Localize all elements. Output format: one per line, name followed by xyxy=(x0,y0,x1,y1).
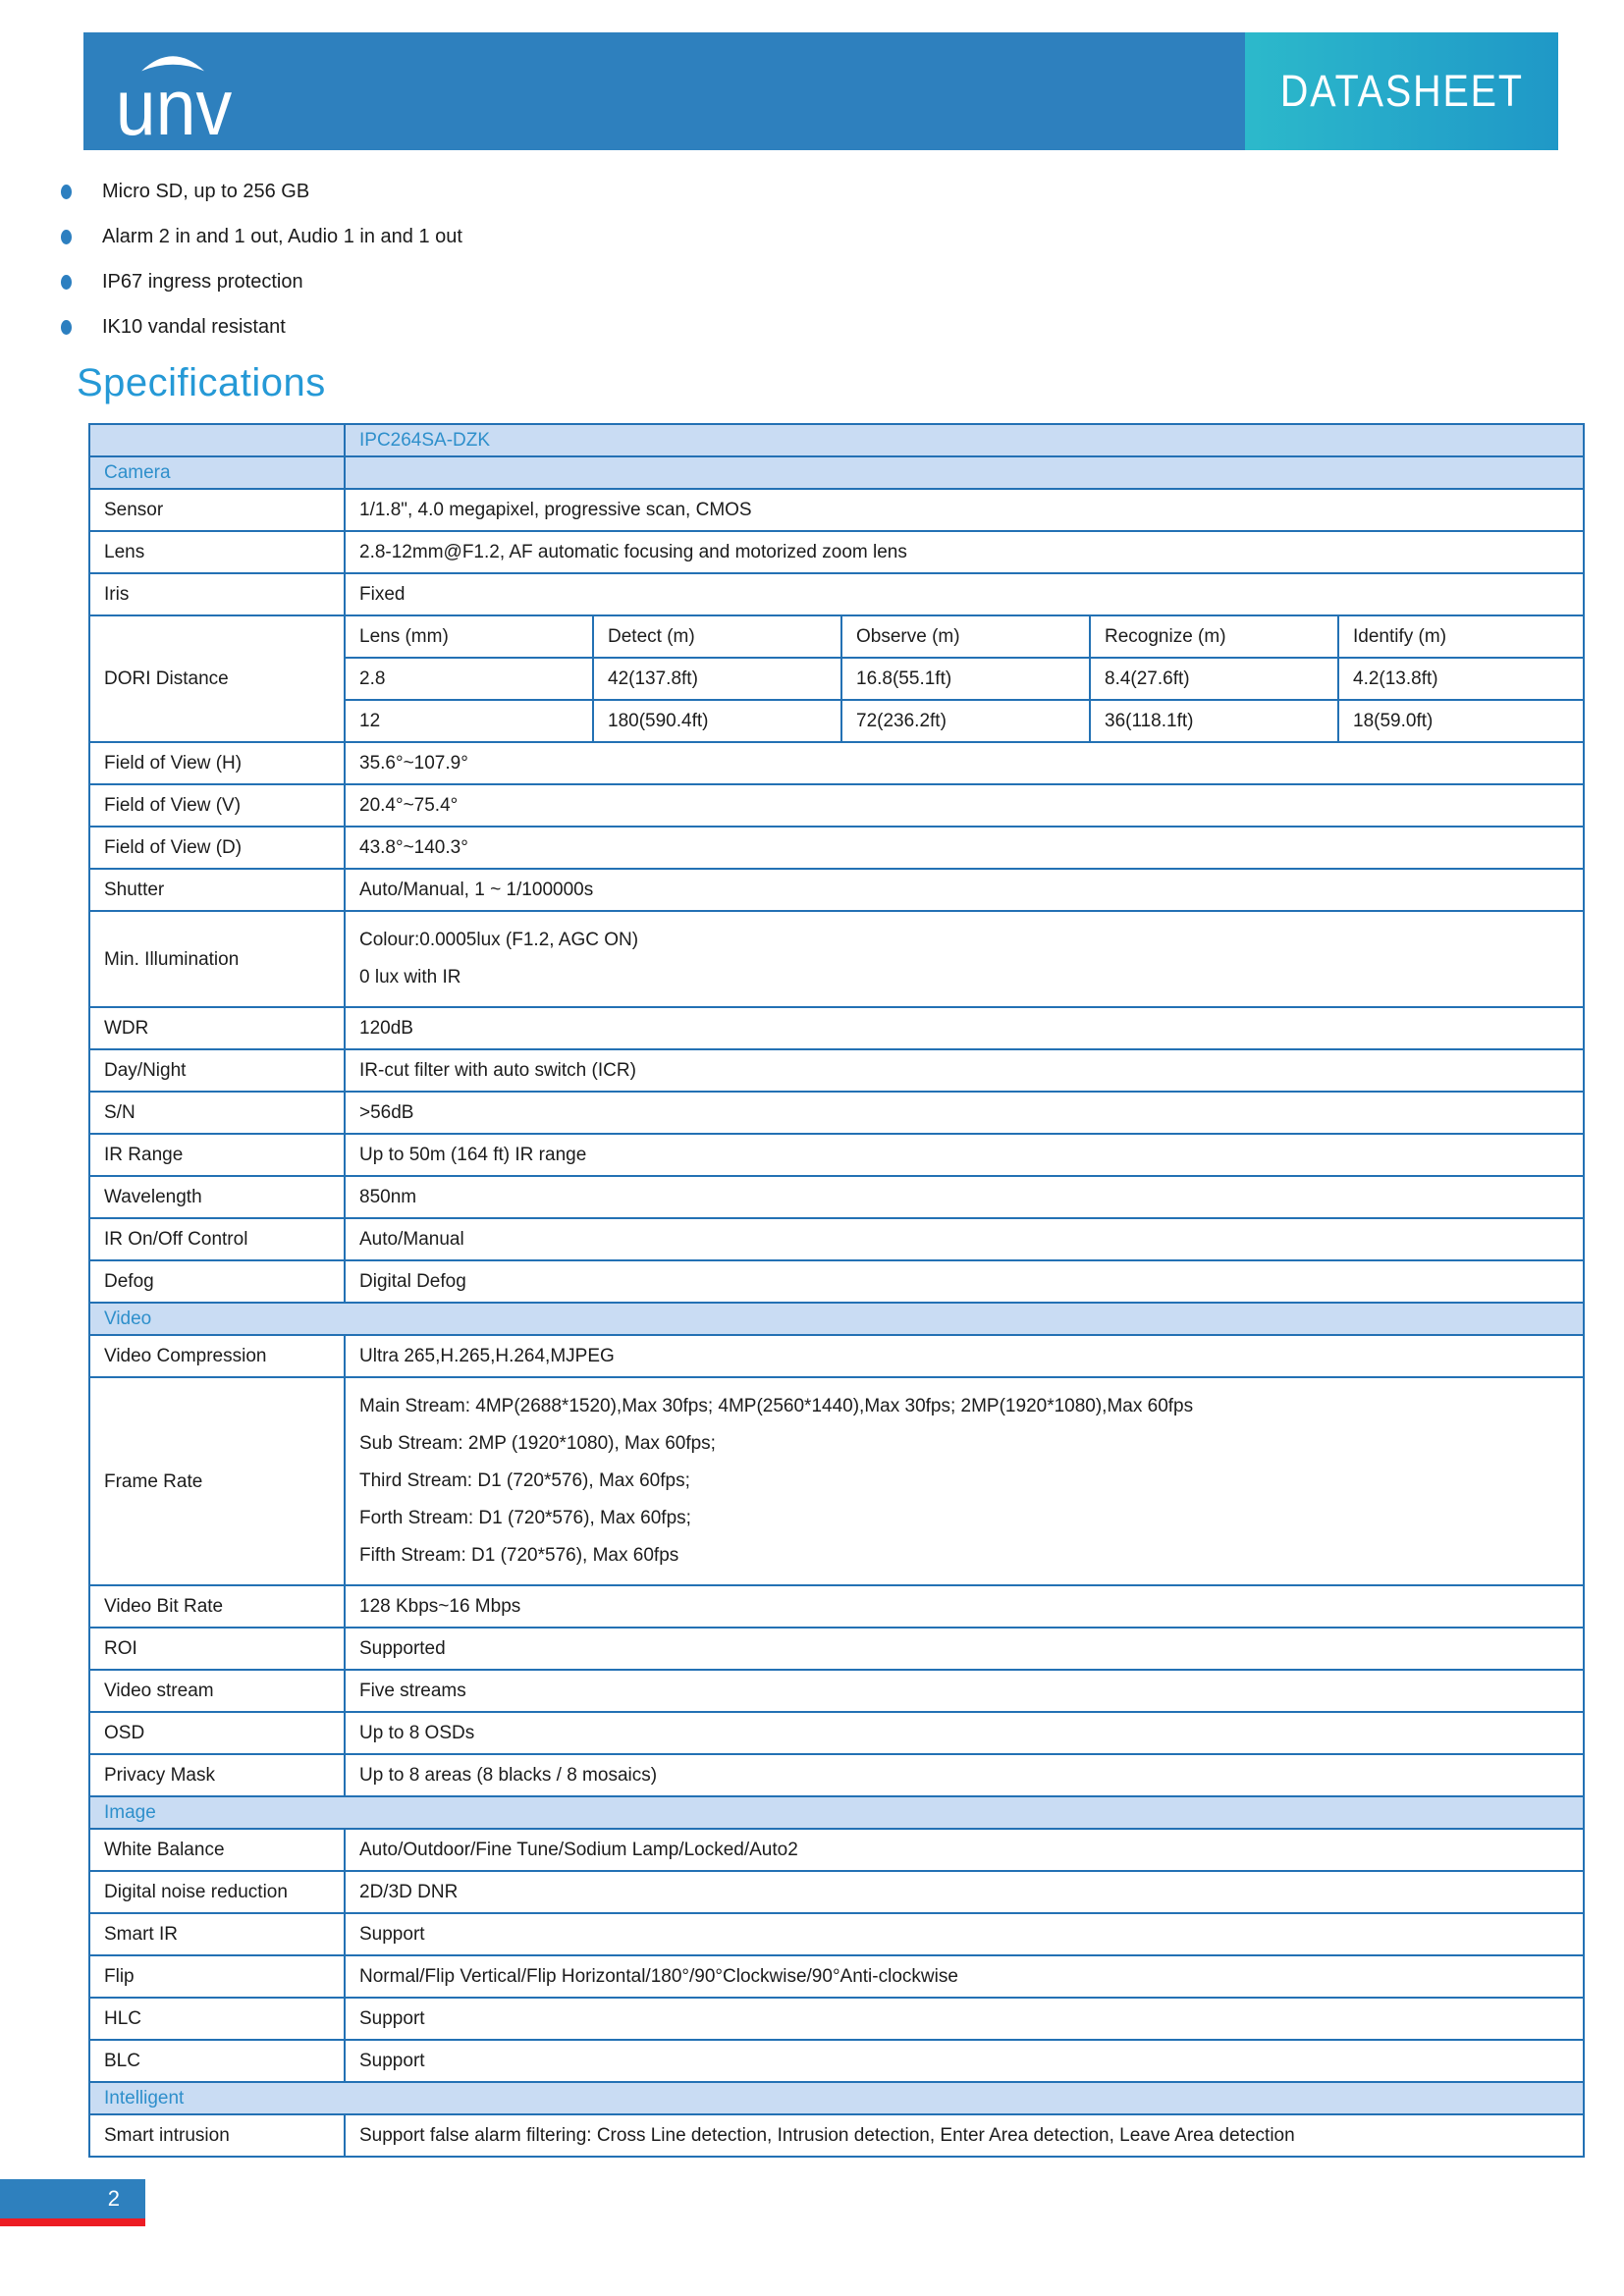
spec-label-cell: Video Compression xyxy=(89,1335,345,1377)
spec-label-cell: OSD xyxy=(89,1712,345,1754)
spec-label-cell: Frame Rate xyxy=(89,1377,345,1585)
spec-value-cell: Digital Defog xyxy=(345,1260,1584,1303)
spec-label-cell: Sensor xyxy=(89,489,345,531)
feature-text: Alarm 2 in and 1 out, Audio 1 in and 1 out xyxy=(102,225,462,247)
spec-label-cell: Lens xyxy=(89,531,345,573)
dori-value-cell: 18(59.0ft) xyxy=(1338,700,1584,742)
dori-value-cell: 12 xyxy=(345,700,593,742)
spec-label-cell: Video Bit Rate xyxy=(89,1585,345,1628)
spec-value-cell: Auto/Manual xyxy=(345,1218,1584,1260)
spec-value-cell: Up to 50m (164 ft) IR range xyxy=(345,1134,1584,1176)
specifications-heading: Specifications xyxy=(77,361,326,404)
spec-value-cell xyxy=(345,1377,1584,1585)
spec-value-line: Forth Stream: D1 (720*576), Max 60fps; xyxy=(359,1508,691,1528)
dori-column-header: Observe (m) xyxy=(841,615,1090,658)
spec-value-cell: 20.4°~75.4° xyxy=(345,784,1584,827)
feature-item xyxy=(61,304,462,349)
section-row xyxy=(89,2082,1584,2114)
page-number: 2 xyxy=(107,2186,120,2211)
spec-row xyxy=(89,489,1584,531)
spec-value-cell: Five streams xyxy=(345,1670,1584,1712)
spec-value-cell: 2.8-12mm@F1.2, AF automatic focusing and motorized zoom lens xyxy=(345,531,1584,573)
spec-row xyxy=(89,1913,1584,1955)
spec-row xyxy=(89,1955,1584,1998)
spec-row xyxy=(89,2114,1584,2157)
spec-label-cell: Flip xyxy=(89,1955,345,1998)
spec-row xyxy=(89,1871,1584,1913)
spec-row xyxy=(89,1260,1584,1303)
spec-row xyxy=(89,1712,1584,1754)
spec-row xyxy=(89,911,1584,1007)
spec-row xyxy=(89,1628,1584,1670)
spec-label-cell: DORI Distance xyxy=(89,615,345,742)
unv-logo xyxy=(111,45,237,137)
dori-column-header: Detect (m) xyxy=(593,615,841,658)
spec-label-cell: Smart intrusion xyxy=(89,2114,345,2157)
spec-value-cell: Fixed xyxy=(345,573,1584,615)
dori-value-cell: 2.8 xyxy=(345,658,593,700)
spec-value-line: Main Stream: 4MP(2688*1520),Max 30fps; 4MP(2560*1440),Max 30fps; 2MP(1920*1080),Max 60fps xyxy=(359,1396,1194,1416)
dori-value-cell: 180(590.4ft) xyxy=(593,700,841,742)
spec-value-cell: >56dB xyxy=(345,1092,1584,1134)
spec-label-cell: Defog xyxy=(89,1260,345,1303)
dori-column-header: Recognize (m) xyxy=(1090,615,1338,658)
feature-item xyxy=(61,169,462,214)
spec-row xyxy=(89,827,1584,869)
section-header-cell: Intelligent xyxy=(89,2082,1584,2114)
feature-text: IP67 ingress protection xyxy=(102,270,303,293)
spec-row xyxy=(89,742,1584,784)
spec-row xyxy=(89,531,1584,573)
spec-value-cell: Supported xyxy=(345,1628,1584,1670)
spec-value-cell: Auto/Outdoor/Fine Tune/Sodium Lamp/Locked/Auto2 xyxy=(345,1829,1584,1871)
bullet-icon xyxy=(61,275,72,290)
spec-row xyxy=(89,1998,1584,2040)
spec-row xyxy=(89,1335,1584,1377)
spec-label-cell: Field of View (D) xyxy=(89,827,345,869)
spec-label-cell: ROI xyxy=(89,1628,345,1670)
bullet-icon xyxy=(61,320,72,335)
spec-label-cell: Video stream xyxy=(89,1670,345,1712)
spec-row xyxy=(89,1049,1584,1092)
spec-value-cell: IR-cut filter with auto switch (ICR) xyxy=(345,1049,1584,1092)
spec-value-cell: 120dB xyxy=(345,1007,1584,1049)
footer-red-line xyxy=(0,2218,145,2226)
spec-value-line: Fifth Stream: D1 (720*576), Max 60fps xyxy=(359,1545,679,1566)
spec-label-cell: Iris xyxy=(89,573,345,615)
header-banner xyxy=(83,32,1558,150)
spec-label-cell: Smart IR xyxy=(89,1913,345,1955)
spec-row xyxy=(89,2040,1584,2082)
spec-value-cell: 35.6°~107.9° xyxy=(345,742,1584,784)
spec-row xyxy=(89,1585,1584,1628)
spec-value-cell: Support xyxy=(345,1998,1584,2040)
datasheet-banner-label: DATASHEET xyxy=(1279,66,1524,116)
feature-text: Micro SD, up to 256 GB xyxy=(102,180,310,202)
specifications-table xyxy=(88,423,1585,2158)
page-number-badge xyxy=(0,2179,145,2218)
datasheet-banner xyxy=(1245,32,1558,150)
feature-item xyxy=(61,214,462,259)
spec-row xyxy=(89,784,1584,827)
dori-value-cell: 16.8(55.1ft) xyxy=(841,658,1090,700)
bullet-icon xyxy=(61,185,72,199)
spec-value-cell: Auto/Manual, 1 ~ 1/100000s xyxy=(345,869,1584,911)
section-header-cell: Video xyxy=(89,1303,1584,1335)
spec-label-cell: Min. Illumination xyxy=(89,911,345,1007)
spec-label-cell: White Balance xyxy=(89,1829,345,1871)
spec-label-cell: Privacy Mask xyxy=(89,1754,345,1796)
spec-label-cell: Shutter xyxy=(89,869,345,911)
spec-label-cell: S/N xyxy=(89,1092,345,1134)
section-header-cell: Image xyxy=(89,1796,1584,1829)
model-name-cell: IPC264SA-DZK xyxy=(345,424,1584,456)
dori-value-cell: 42(137.8ft) xyxy=(593,658,841,700)
section-header-cell: Camera xyxy=(89,456,345,489)
section-row xyxy=(89,456,1584,489)
spec-row xyxy=(89,1829,1584,1871)
spec-row xyxy=(89,1134,1584,1176)
spec-value-cell: 2D/3D DNR xyxy=(345,1871,1584,1913)
spec-label-cell: BLC xyxy=(89,2040,345,2082)
bullet-icon xyxy=(61,230,72,244)
unv-logo-icon xyxy=(111,45,237,137)
spec-row xyxy=(89,869,1584,911)
spec-label-cell: IR Range xyxy=(89,1134,345,1176)
spec-row xyxy=(89,1092,1584,1134)
spec-value-cell: Support false alarm filtering: Cross Line detection, Intrusion detection, Enter Area detection, Leave Area detection xyxy=(345,2114,1584,2157)
dori-value-cell: 8.4(27.6ft) xyxy=(1090,658,1338,700)
spec-label-cell: Field of View (V) xyxy=(89,784,345,827)
spec-value-line: Sub Stream: 2MP (1920*1080), Max 60fps; xyxy=(359,1433,716,1454)
spec-row xyxy=(89,573,1584,615)
spec-value-cell: Support xyxy=(345,2040,1584,2082)
model-row-empty-cell xyxy=(89,424,345,456)
spec-value-cell: 1/1.8", 4.0 megapixel, progressive scan, CMOS xyxy=(345,489,1584,531)
dori-header-row xyxy=(89,615,1584,658)
spec-value-line: Colour:0.0005lux (F1.2, AGC ON) xyxy=(359,930,639,950)
spec-value-cell xyxy=(345,911,1584,1007)
dori-column-header: Identify (m) xyxy=(1338,615,1584,658)
spec-value-cell: Normal/Flip Vertical/Flip Horizontal/180°/90°Clockwise/90°Anti-clockwise xyxy=(345,1955,1584,1998)
spec-value-cell: 850nm xyxy=(345,1176,1584,1218)
spec-label-cell: Digital noise reduction xyxy=(89,1871,345,1913)
spec-row xyxy=(89,1218,1584,1260)
spec-value-cell: Support xyxy=(345,1913,1584,1955)
dori-value-cell: 4.2(13.8ft) xyxy=(1338,658,1584,700)
dori-column-header: Lens (mm) xyxy=(345,615,593,658)
section-header-filler xyxy=(345,456,1584,489)
spec-row xyxy=(89,1377,1584,1585)
section-row xyxy=(89,1303,1584,1335)
dori-value-cell: 36(118.1ft) xyxy=(1090,700,1338,742)
spec-row xyxy=(89,1670,1584,1712)
model-row xyxy=(89,424,1584,456)
unv-logo-text: unv xyxy=(115,64,233,137)
spec-row xyxy=(89,1754,1584,1796)
spec-row xyxy=(89,1176,1584,1218)
spec-label-cell: Day/Night xyxy=(89,1049,345,1092)
spec-row xyxy=(89,1007,1584,1049)
spec-label-cell: Wavelength xyxy=(89,1176,345,1218)
feature-text: IK10 vandal resistant xyxy=(102,315,286,338)
spec-value-cell: 43.8°~140.3° xyxy=(345,827,1584,869)
spec-label-cell: WDR xyxy=(89,1007,345,1049)
spec-value-cell: Ultra 265,H.265,H.264,MJPEG xyxy=(345,1335,1584,1377)
feature-list xyxy=(61,169,462,349)
spec-value-cell: Up to 8 areas (8 blacks / 8 mosaics) xyxy=(345,1754,1584,1796)
spec-label-cell: Field of View (H) xyxy=(89,742,345,784)
spec-value-cell: Up to 8 OSDs xyxy=(345,1712,1584,1754)
spec-value-line: Third Stream: D1 (720*576), Max 60fps; xyxy=(359,1470,690,1491)
section-row xyxy=(89,1796,1584,1829)
spec-value-cell: 128 Kbps~16 Mbps xyxy=(345,1585,1584,1628)
feature-item xyxy=(61,259,462,304)
dori-value-cell: 72(236.2ft) xyxy=(841,700,1090,742)
spec-value-line: 0 lux with IR xyxy=(359,967,461,988)
spec-label-cell: IR On/Off Control xyxy=(89,1218,345,1260)
spec-label-cell: HLC xyxy=(89,1998,345,2040)
